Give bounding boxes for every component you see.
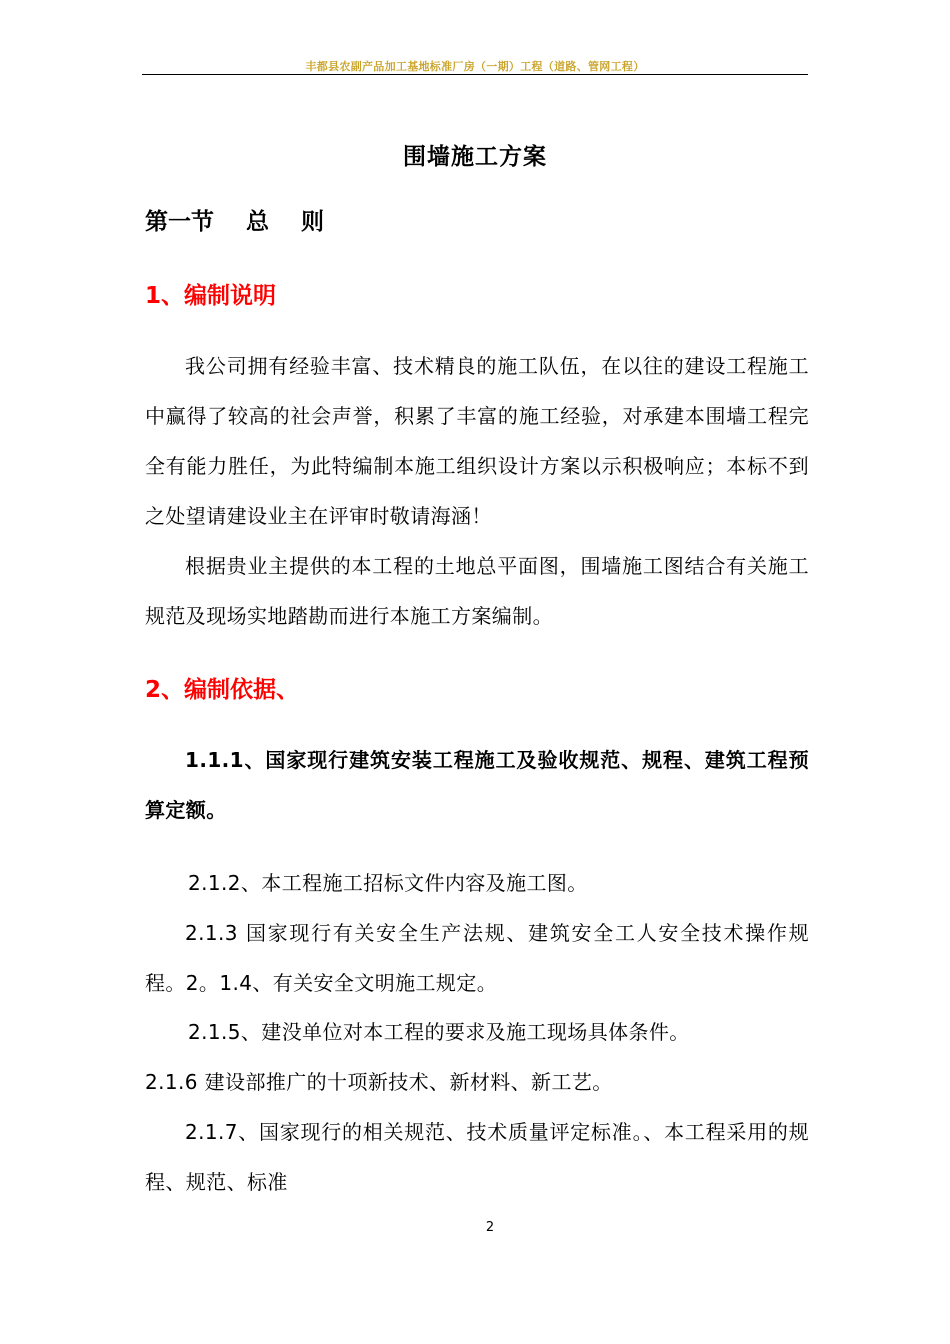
basis-item-2-1-2: 2.1.2、本工程施工招标文件内容及施工图。	[188, 871, 588, 895]
running-header: 丰都县农副产品加工基地标准厂房（一期）工程（道路、管网工程）	[305, 60, 645, 73]
basis-item-2-1-3: 2.1.3 国家现行有关安全生产法规、建筑安全工人安全技术操作规程。2。1.4、有关安全文明施工规定。	[145, 921, 809, 995]
paragraph-intro: 我公司拥有经验丰富、技术精良的施工队伍，在以往的建设工程施工中赢得了较高的社会声誉，积累了丰富的施工经验，对承建本围墙工程完全有能力胜任，为此特编制本施工组织设计方案以示积极响应；本标不到之处望请建设业主在评审时敬请海涵！	[145, 354, 809, 528]
heading-compilation-basis: 2、编制依据、	[145, 677, 300, 703]
section-name-a: 总	[246, 209, 269, 235]
basis-item-2-1-7: 2.1.7、国家现行的相关规范、技术质量评定标准。、本工程采用的规程、规范、标准	[145, 1120, 809, 1194]
basis-item-2-1-6: 2.1.6 建设部推广的十项新技术、新材料、新工艺。	[145, 1070, 613, 1094]
section-name-b: 则	[301, 209, 324, 235]
section-number: 第一节	[145, 209, 214, 235]
paragraph-basis-summary: 根据贵业主提供的本工程的土地总平面图，围墙施工图结合有关施工规范及现场实地踏勘而进行本施工方案编制。	[145, 554, 809, 628]
document-title: 围墙施工方案	[403, 144, 547, 170]
basis-item-1-1-1: 1.1.1、国家现行建筑安装工程施工及验收规范、规程、建筑工程预算定额。	[145, 748, 809, 822]
basis-item-2-1-5: 2.1.5、建没单位对本工程的要求及施工现场具体条件。	[188, 1020, 690, 1044]
section-heading	[145, 203, 324, 236]
header-rule	[142, 74, 808, 75]
heading-compilation-notes: 1、编制说明	[145, 283, 277, 309]
page-number: 2	[485, 1220, 495, 1235]
